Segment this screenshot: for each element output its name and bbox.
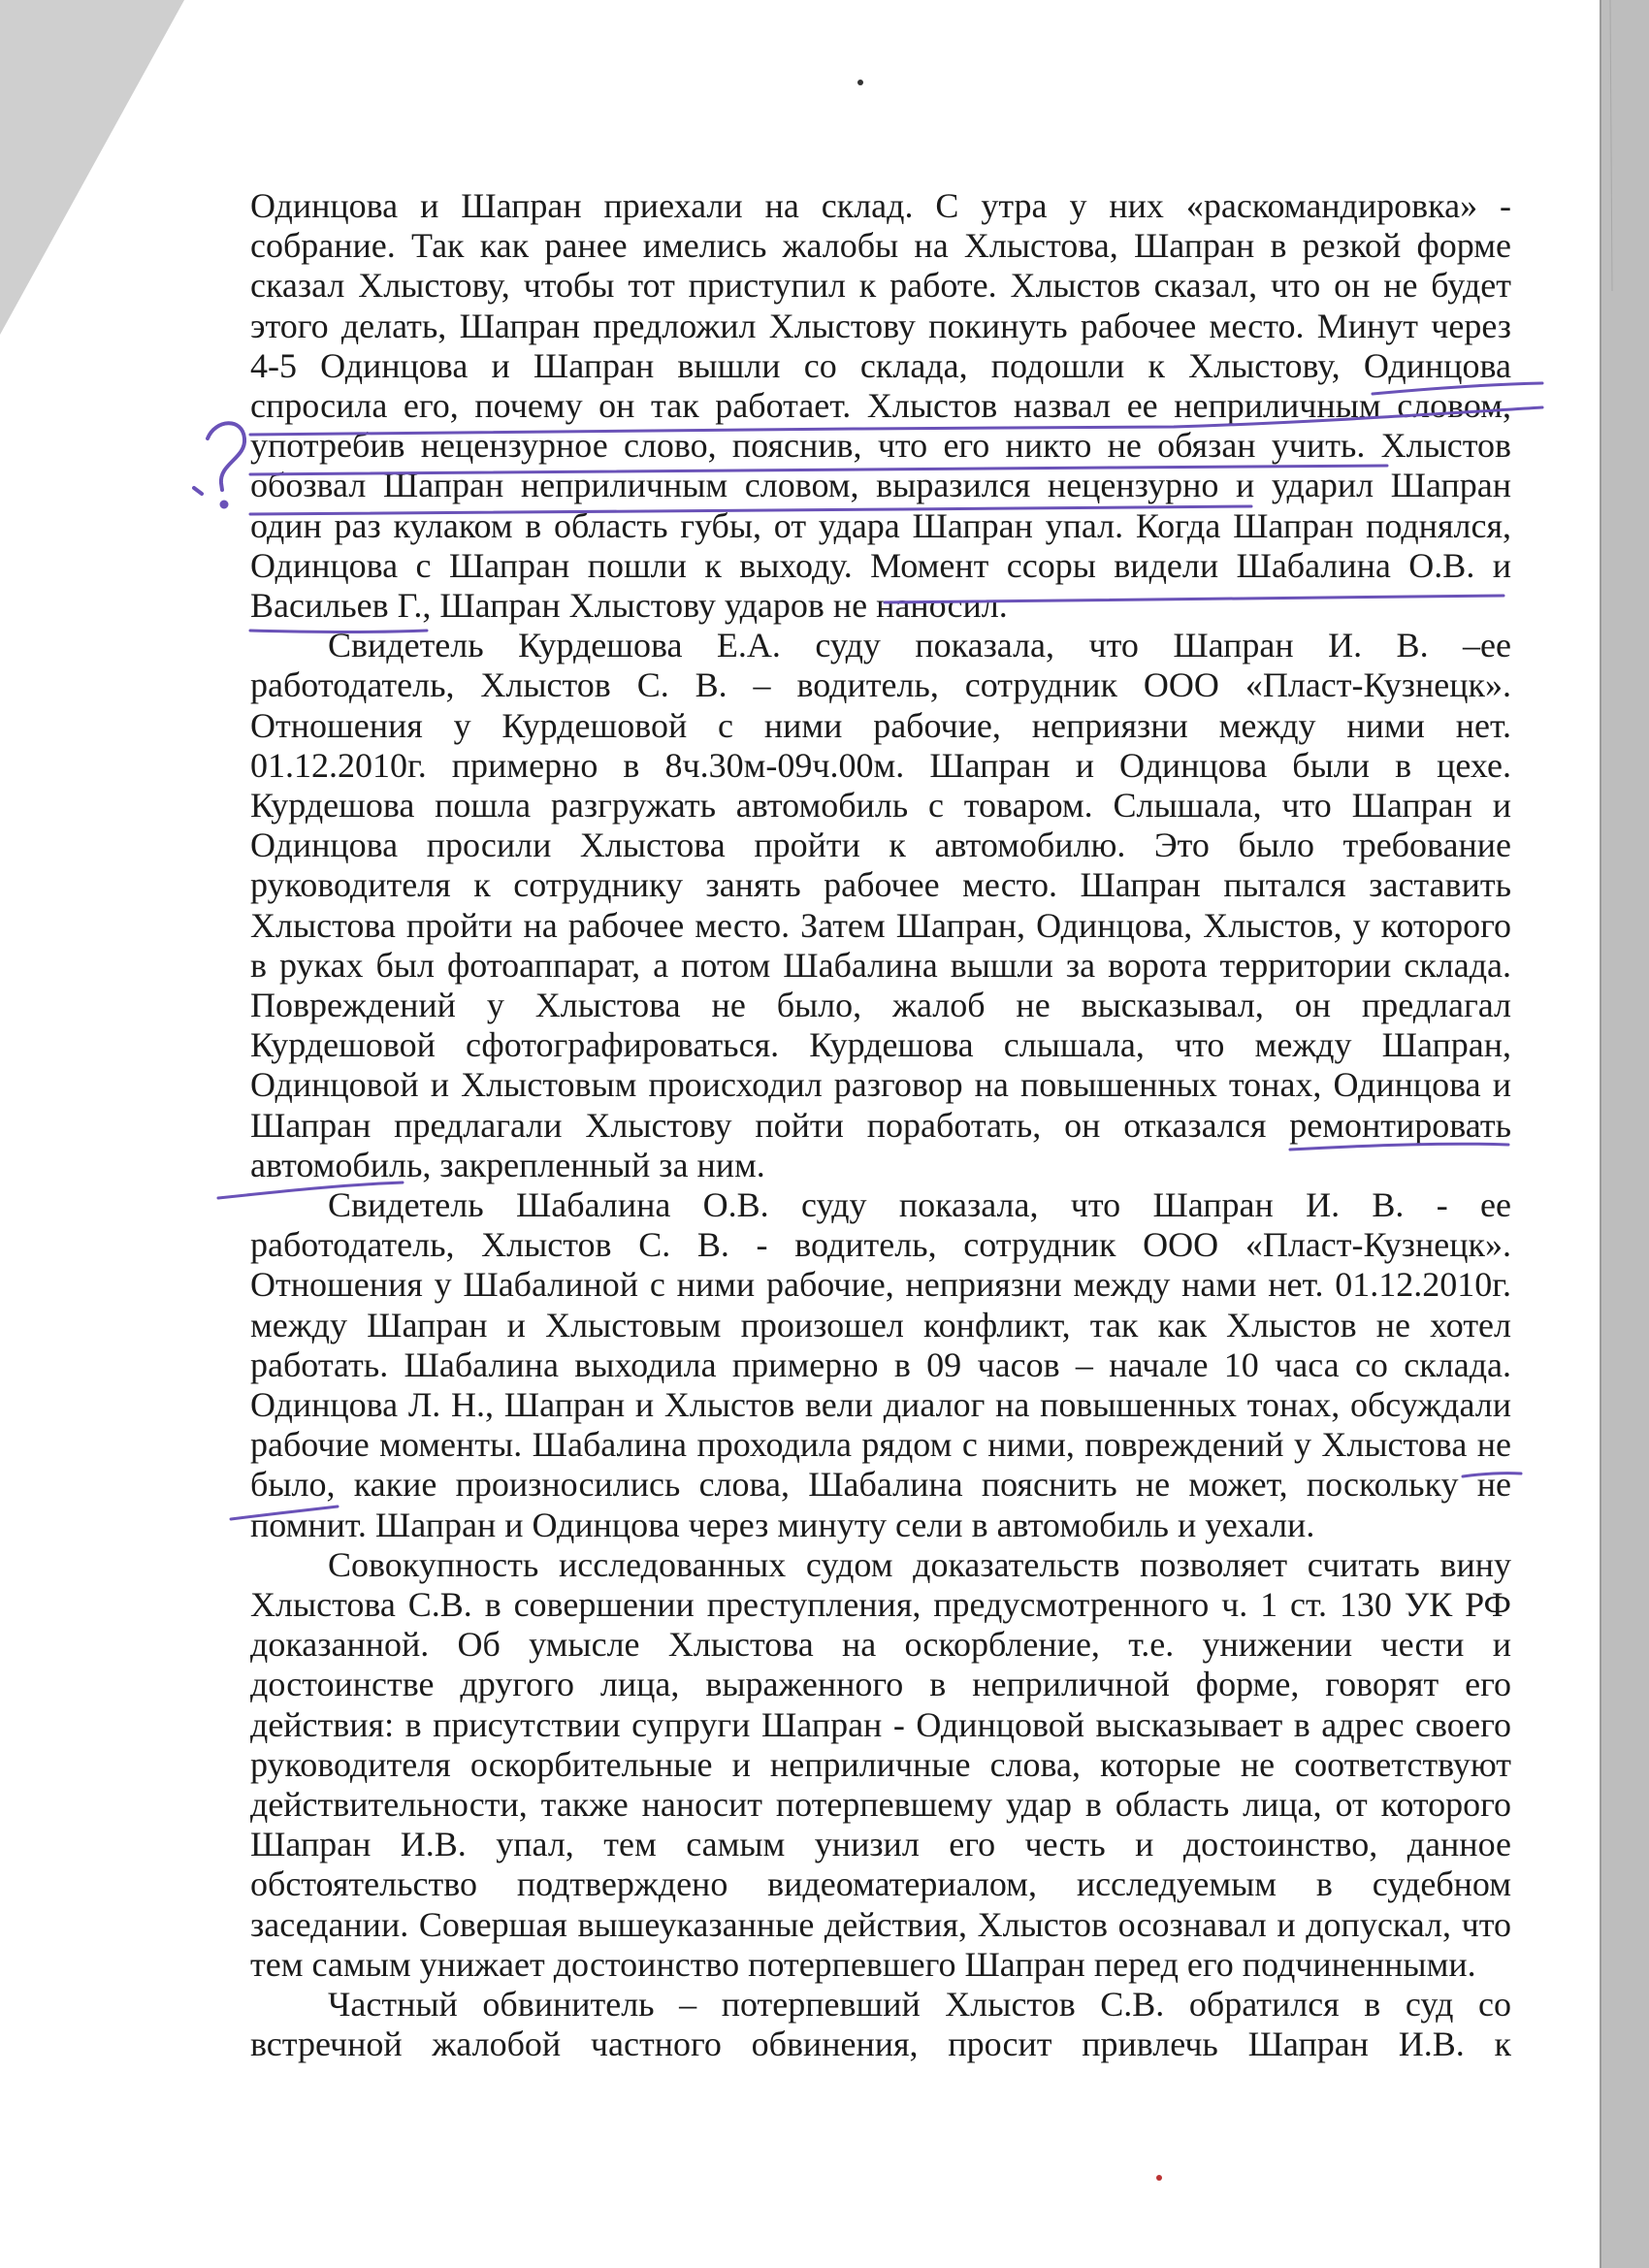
text-line: действия: в присутствии супруги Шапран - Одинцовой высказывает в адрес своего — [250, 1705, 1511, 1744]
text-line: этого делать, Шапран предложил Хлыстову покинуть рабочее место. Минут через — [250, 307, 1511, 345]
text-line: Шапран предлагали Хлыстову пойти поработать, он отказался ремонтировать — [250, 1106, 1511, 1145]
text-line: работать. Шабалина выходила примерно в 09 часов – начале 10 часа со склада. — [250, 1345, 1511, 1384]
text-line: в руках был фотоаппарат, а потом Шабалина вышли за ворота территории склада. — [250, 946, 1511, 985]
underline — [250, 506, 1251, 514]
text-line: Одинцова и Шапран приехали на склад. С утра у них «раскомандировка» - — [250, 186, 1511, 225]
text-line: Повреждений у Хлыстова не было, жалоб не высказывал, он предлагал — [250, 986, 1511, 1024]
text-line: Одинцова Л. Н., Шапран и Хлыстов вели диалог на повышенных тонах, обсуждали — [250, 1385, 1511, 1424]
underline — [1463, 1474, 1521, 1476]
text-line: Курдешовой сфотографироваться. Курдешова слышала, что между Шапран, — [250, 1025, 1511, 1064]
text-line: Частный обвинитель – потерпевший Хлыстов С.В. обратился в суд со — [328, 1985, 1511, 2024]
underline — [250, 407, 1542, 435]
text-line: Одинцовой и Хлыстовым происходил разговор на повышенных тонах, Одинцова и — [250, 1065, 1511, 1104]
text-line: Отношения у Шабалиной с ними рабочие, неприязни между нами нет. 01.12.2010г. — [250, 1265, 1511, 1304]
text-line: между Шапран и Хлыстовым произошел конфликт, так как Хлыстов не хотел — [250, 1306, 1511, 1345]
text-line: достоинстве другого лица, выраженного в неприличной форме, говорят его — [250, 1665, 1511, 1703]
text-line: доказанной. Об умысле Хлыстова на оскорбление, т.е. унижении чести и — [250, 1625, 1511, 1664]
text-line: Хлыстова пройти на рабочее место. Затем Шапран, Одинцова, Хлыстов, у которого — [250, 906, 1511, 945]
text-line: 01.12.2010г. примерно в 8ч.30м-09ч.00м. Шапран и Одинцова были в цехе. — [250, 746, 1511, 785]
text-line: автомобиль, закрепленный за ним. — [250, 1146, 765, 1184]
underline — [1373, 383, 1542, 394]
text-line: Одинцова просили Хлыстова пройти к автомобилю. Это было требование — [250, 826, 1511, 864]
underline — [218, 1183, 403, 1198]
text-line: 4-5 Одинцова и Шапран вышли со склада, подошли к Хлыстову, Одинцова — [250, 346, 1511, 385]
underline — [885, 596, 1504, 602]
underline — [250, 631, 427, 632]
text-line: Шапран И.В. упал, тем самым унизил его честь и достоинство, данное — [250, 1825, 1511, 1863]
underline — [231, 1507, 338, 1519]
text-line: Свидетель Шабалина О.В. суду показала, что Шапран И. В. - ее — [328, 1185, 1511, 1224]
margin-tick — [194, 488, 202, 494]
question-mark-icon — [208, 423, 244, 490]
underline — [250, 466, 1387, 474]
text-line: руководителя оскорбительные и неприличные слова, которые не соответствуют — [250, 1745, 1511, 1784]
text-line: спросила его, почему он так работает. Хлыстов назвал ее неприличным словом, — [250, 386, 1511, 425]
text-line: руководителя к сотруднику занять рабочее место. Шапран пытался заставить — [250, 865, 1511, 904]
text-line: Одинцова с Шапран пошли к выходу. Момент ссоры видели Шабалина О.В. и — [250, 546, 1511, 585]
text-line: действительности, также наносит потерпевшему удар в область лица, от которого — [250, 1785, 1511, 1824]
text-line: Отношения у Курдешовой с ними рабочие, неприязни между ними нет. — [250, 706, 1511, 745]
text-line: работодатель, Хлыстов С. В. - водитель, сотрудник ООО «Пласт-Кузнецк». — [250, 1225, 1511, 1264]
text-line: помнит. Шапран и Одинцова через минуту сели в автомобиль и уехали. — [250, 1506, 1315, 1544]
text-line: обозвал Шапран неприличным словом, выразился нецензурно и ударил Шапран — [250, 466, 1511, 504]
text-line: Курдешова пошла разгружать автомобиль с товаром. Слышала, что Шапран и — [250, 786, 1511, 825]
text-line: Свидетель Курдешова Е.А. суду показала, что Шапран И. В. –ее — [328, 626, 1511, 664]
text-line: было, какие произносились слова, Шабалина пояснить не может, поскольку не — [250, 1465, 1511, 1504]
text-line: обстоятельство подтверждено видеоматериалом, исследуемым в судебном — [250, 1864, 1511, 1903]
text-line: работодатель, Хлыстов С. В. – водитель, сотрудник ООО «Пласт-Кузнецк». — [250, 665, 1511, 704]
underline — [1290, 1144, 1508, 1150]
text-line: Хлыстова С.В. в совершении преступления, предусмотренного ч. 1 ст. 130 УК РФ — [250, 1585, 1511, 1624]
question-dot — [221, 502, 227, 507]
text-line: собрание. Так как ранее имелись жалобы на Хлыстова, Шапран в резкой форме — [250, 226, 1511, 265]
text-line: Совокупность исследованных судом доказательств позволяет считать вину — [328, 1545, 1511, 1584]
text-line: заседании. Совершая вышеуказанные действия, Хлыстов осознавал и допускал, что — [250, 1905, 1511, 1944]
text-line: встречной жалобой частного обвинения, просит привлечь Шапран И.В. к — [250, 2025, 1511, 2063]
text-line: употребив нецензурное слово, пояснив, что его никто не обязан учить. Хлыстов — [250, 426, 1511, 465]
text-line: Васильев Г., Шапран Хлыстову ударов не наносил. — [250, 586, 1008, 625]
text-line: сказал Хлыстову, чтобы тот приступил к работе. Хлыстов сказал, что он не будет — [250, 266, 1511, 305]
text-line: тем самым унижает достоинство потерпевшего Шапран перед его подчиненными. — [250, 1945, 1476, 1984]
text-line: рабочие моменты. Шабалина проходила рядом с ними, повреждений у Хлыстова не — [250, 1425, 1511, 1464]
text-line: один раз кулаком в область губы, от удара Шапран упал. Когда Шапран поднялся, — [250, 506, 1511, 545]
